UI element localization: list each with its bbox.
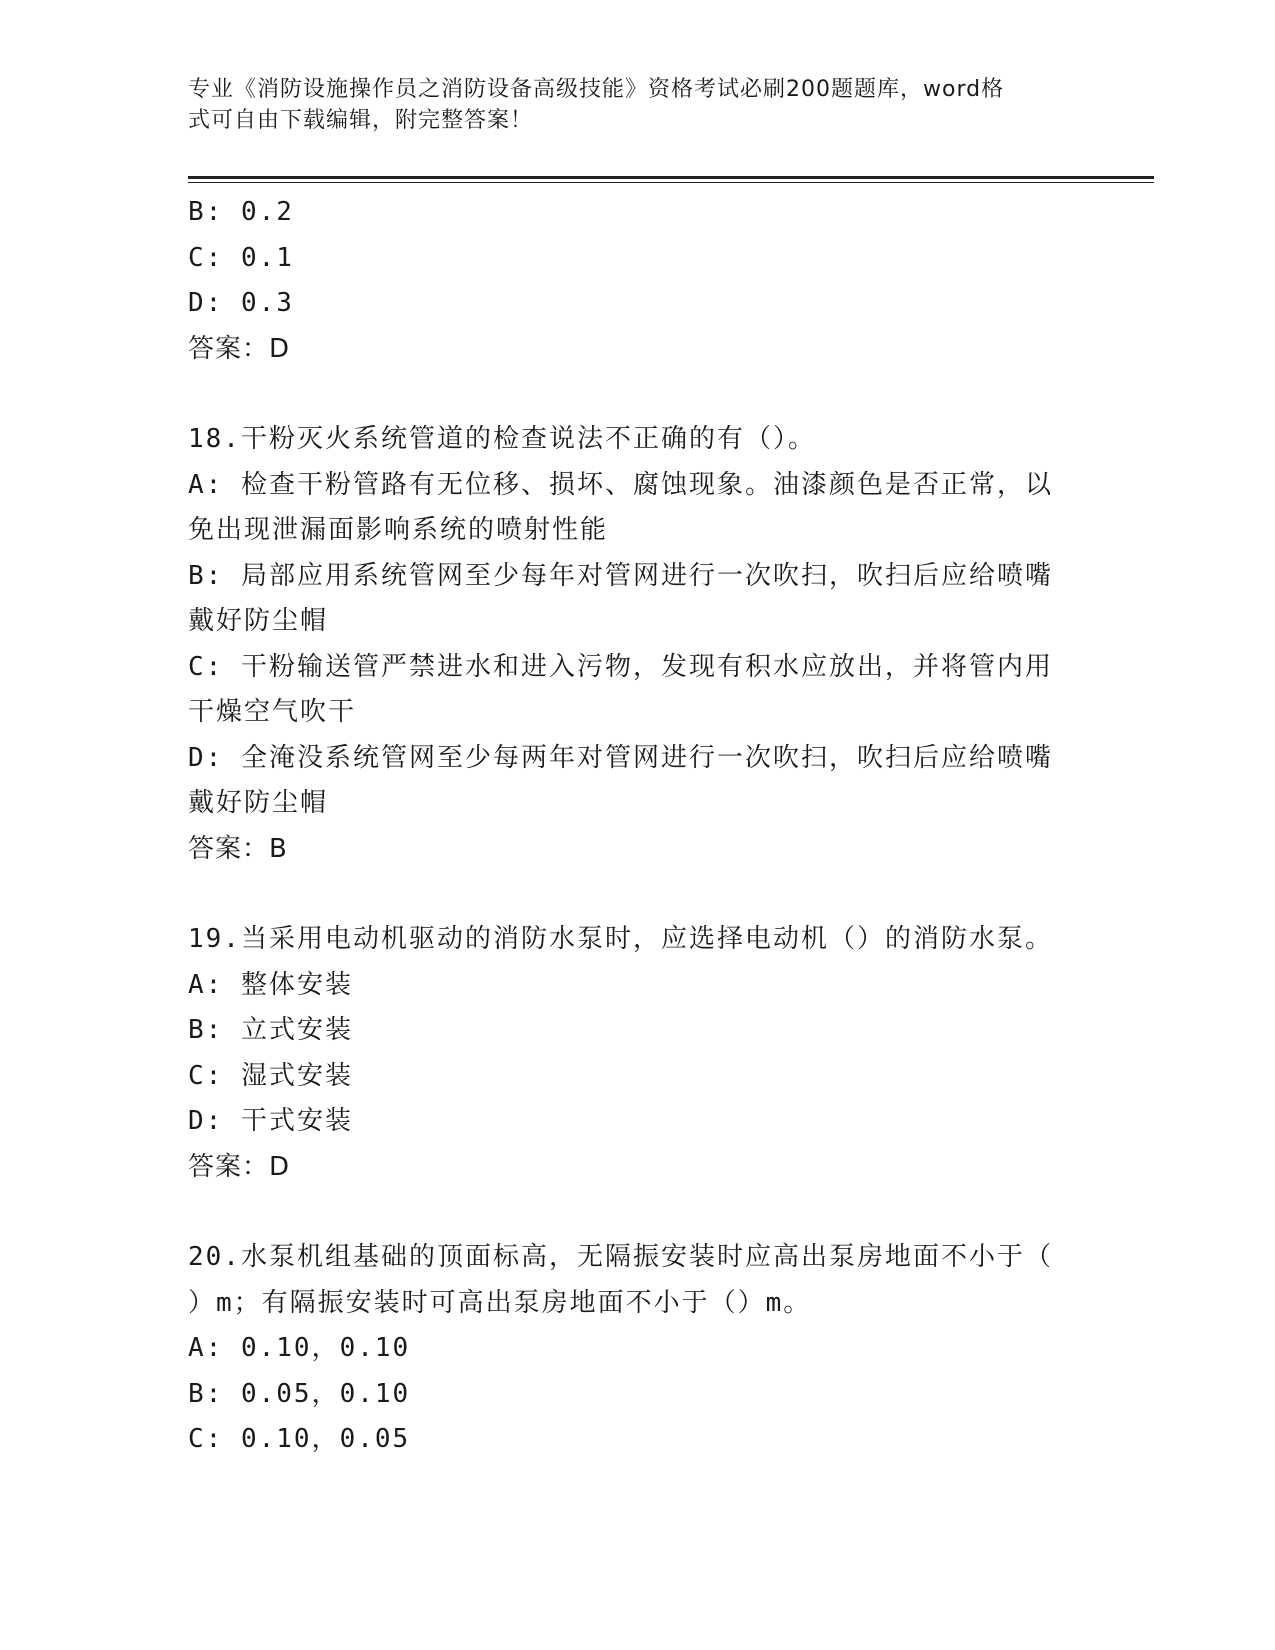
answer: 答案：B [188, 833, 288, 864]
option-b: B: 0.05，0.10 [188, 1378, 411, 1409]
question-19 [188, 917, 1088, 1190]
header-divider-thin [188, 182, 1154, 183]
option-b: B: 0.2 [188, 197, 294, 227]
answer: 答案：D [188, 333, 291, 364]
header-line-1: 专业《消防设施操作员之消防设备高级技能》资格考试必刷200题题库，word格 [188, 77, 1005, 102]
option-b: B: 立式安装 [188, 1015, 353, 1045]
question-20 [188, 1235, 1088, 1463]
question-text-line-2: ）m；有隔振安装时可高出泵房地面不小于（）m。 [188, 1287, 812, 1318]
question-17-continued [188, 190, 1088, 372]
option-c: C: 湿式安装 [188, 1060, 353, 1091]
answer: 答案：D [188, 1151, 291, 1182]
option-c-line-1: C: 干粉输送管严禁进水和进入污物，发现有积水应放出，并将管内用 [188, 651, 1053, 682]
option-c-line-2: 干燥空气吹干 [188, 697, 357, 727]
option-d: D: 0.3 [188, 288, 294, 318]
option-a-line-1: A: 检查干粉管路有无位移、损坏、腐蚀现象。油漆颜色是否正常，以 [188, 469, 1053, 500]
option-d-line-1: D: 全淹没系统管网至少每两年对管网进行一次吹扫，吹扫后应给喷嘴 [188, 742, 1053, 773]
option-d-line-2: 戴好防尘帽 [188, 788, 329, 818]
question-18 [188, 417, 1088, 872]
option-d: D: 干式安装 [188, 1106, 353, 1136]
spacer [188, 372, 1088, 417]
option-a: A: 0.10，0.10 [188, 1333, 411, 1363]
question-text: 19.当采用电动机驱动的消防水泵时，应选择电动机（）的消防水泵。 [188, 924, 1053, 954]
document-body [188, 190, 1088, 1463]
option-a-line-2: 免出现泄漏面影响系统的喷射性能 [188, 515, 609, 545]
question-text: 18.干粉灭火系统管道的检查说法不正确的有（）。 [188, 424, 816, 454]
option-b-line-1: B: 局部应用系统管网至少每年对管网进行一次吹扫，吹扫后应给喷嘴 [188, 560, 1053, 591]
option-a: A: 整体安装 [188, 969, 353, 1000]
header-divider-thick [188, 176, 1154, 179]
option-c: C: 0.1 [188, 242, 294, 273]
option-b-line-2: 戴好防尘帽 [188, 606, 329, 636]
spacer [188, 1190, 1088, 1235]
header-line-2: 式可自由下载编辑，附完整答案！ [188, 108, 534, 133]
document-header [188, 74, 1068, 136]
spacer [188, 872, 1088, 917]
option-c: C: 0.10，0.05 [188, 1424, 411, 1454]
question-text-line-1: 20.水泵机组基础的顶面标高，无隔振安装时应高出泵房地面不小于（ [188, 1242, 1053, 1272]
